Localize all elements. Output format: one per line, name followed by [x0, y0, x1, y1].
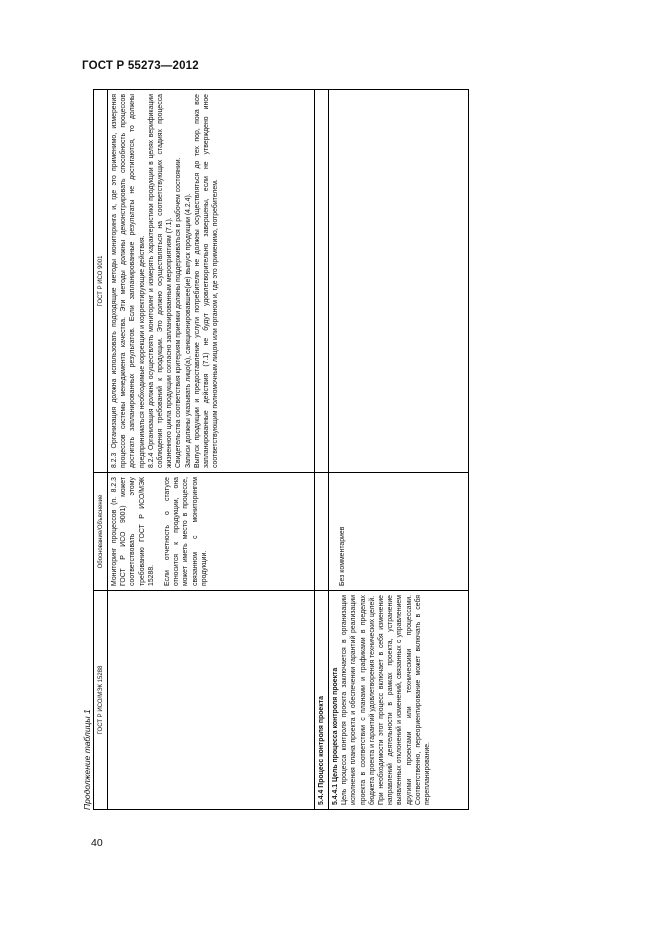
cell-15288 — [329, 591, 468, 809]
cell-rationale — [329, 473, 468, 591]
subsection-heading-5-4-4-1: 5.4.4.1 Цель процесса контроля проекта — [332, 667, 339, 805]
clause-text: Свидетельства соответствия критериям приемки должны поддерживаться в рабочем состоянии. — [175, 157, 183, 468]
comparison-table — [93, 89, 469, 810]
cell-9001 — [108, 90, 314, 473]
section-heading-5-4-4: 5.4.4 Процесс контроля проекта — [318, 696, 325, 805]
clause-8-2-3: 8.2.3 Организация должна использовать подходящие методы мониторинга и, где это применимо, измерения процессов системы менеджмента качества. Эти методы должны демонстрировать способность процессов достигать запланированных результатов. Если запланированные результаты не достигаются, то должны предприниматься необходимые коррекции и корректирующие действия. — [111, 94, 146, 468]
cell-empty — [315, 90, 328, 473]
table-row — [314, 90, 329, 809]
purpose-paragraph: При необходимости этот процесс включает в себя изменение направлений деятельности в рамках проекта, устранение выявленных отклонений и изменений, связанных с управлением другими проектами или техническими процессами. Соответственно, переориентирование может включать в себя перепланирование. — [378, 595, 432, 805]
cell-15288-empty — [108, 591, 314, 809]
table-row — [329, 90, 468, 809]
purpose-paragraph: Цель процесса контроля проекта заключается в организации исполнения плана проекта и обеспечении гарантий реализации проекта в соответствии с планами и графиками в пределах бюджета проекта и гарантий удовлетворения технических целей. — [341, 595, 376, 805]
no-comments-text: Без комментариев — [339, 526, 346, 586]
document-header: ГОСТ Р 55273—2012 — [82, 60, 199, 72]
table-header-row — [94, 90, 108, 809]
cell-empty — [315, 473, 328, 591]
column-header-rationale: Обоснование/Объяснение — [94, 473, 107, 591]
page-number: 40 — [91, 837, 103, 849]
cell-9001-empty — [329, 90, 468, 473]
clause-8-2-4: 8.2.4 Организация должна осуществлять мониторинг и измерять характеристики продукции в целях верификации соблюдения требований к продукции. Это должно осуществляться на соответствующих стадиях процесса жизненного цикла продукции согласно запланированным мероприятиям (7.1). — [147, 94, 174, 468]
rotated-table-block — [82, 89, 469, 810]
cell-rationale — [108, 473, 314, 591]
column-header-9001: ГОСТ Р ИСО 9001 — [94, 90, 107, 473]
column-header-15288: ГОСТ Р ИСО/МЭК 15288 — [98, 665, 104, 735]
table-row — [108, 90, 314, 809]
rationale-paragraph: Если отчетность о статусе относится к продукции, она может иметь место в процессе, связанном с мониторингом продукции. — [164, 477, 208, 586]
rationale-paragraph: Мониторинг процессов (п. 8.2.3 ГОСТ Р ИСО 9001) может соответствовать этому требованию ГОСТ Р ИСО/МЭК 15288. — [111, 477, 155, 586]
table-caption: Продолжение таблицы 1 — [82, 709, 92, 810]
clause-text: Записи должны указывать лицо(а), санкционировавшее(ие) выпуск продукции (4.2.4). — [184, 193, 192, 468]
clause-text: Выпуск продукции и предоставление услуги потребителю не должны осуществляться до тех пор, пока все запланированные действия (7.1) не будут удовлетворительно завершены, если не утверждено иное соответствующим полномочным лицом или органом и, где это применимо, потребителем. — [193, 94, 220, 468]
